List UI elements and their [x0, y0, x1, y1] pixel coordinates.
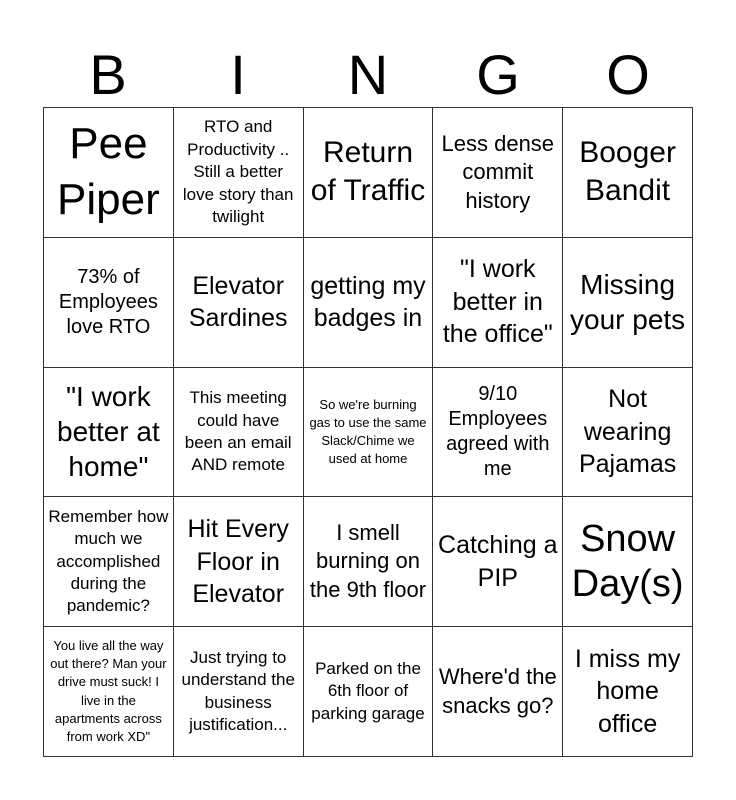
cell-text: Elevator Sardines — [188, 271, 288, 333]
bingo-cell[interactable] — [304, 368, 434, 498]
bingo-grid — [43, 107, 693, 757]
bingo-cell[interactable] — [304, 627, 434, 757]
bingo-cell[interactable] — [174, 627, 304, 757]
bingo-cell[interactable] — [433, 627, 563, 757]
header-letter-n: N — [347, 43, 389, 106]
bingo-cell[interactable] — [563, 108, 693, 238]
cell-text: I smell burning on the 9th floor — [309, 519, 427, 603]
bingo-cell[interactable] — [44, 238, 174, 368]
header-letter-o: O — [606, 43, 650, 106]
bingo-cell[interactable] — [44, 497, 174, 627]
cell-text: Hit Every Floor in Elevator — [187, 515, 289, 609]
cell-text: Missing your pets — [570, 269, 686, 336]
bingo-cell[interactable] — [304, 497, 434, 627]
bingo-cell[interactable] — [174, 108, 304, 238]
bingo-cell[interactable] — [433, 238, 563, 368]
bingo-cell[interactable] — [174, 497, 304, 627]
bingo-cell[interactable] — [433, 497, 563, 627]
cell-text: So we're burning gas to use the same Slack/Chime we used at home — [309, 396, 427, 467]
cell-text: RTO and Productivity .. Still a better love story than twilight — [182, 117, 294, 227]
cell-text: Return of Traffic — [310, 136, 426, 208]
header-letter-i: I — [230, 43, 246, 106]
cell-text: "I work better in the office" — [442, 255, 553, 349]
cell-text: Where'd the snacks go? — [438, 664, 557, 718]
bingo-cell[interactable] — [563, 238, 693, 368]
cell-text: Pee Piper — [57, 119, 160, 225]
bingo-cell[interactable] — [304, 238, 434, 368]
cell-text: Snow Day(s) — [571, 517, 684, 605]
bingo-cell[interactable] — [174, 238, 304, 368]
cell-text: Booger Bandit — [579, 136, 676, 208]
cell-text: Parked on the 6th floor of parking garage — [311, 658, 425, 723]
cell-text: This meeting could have been an email AND remote — [184, 388, 292, 475]
cell-text: Remember how much we accomplished during the pandemic? — [48, 506, 169, 616]
header-letter-b: B — [89, 43, 127, 106]
cell-text: getting my badges in — [310, 271, 426, 333]
cell-text: 73% of Employees love RTO — [58, 265, 158, 338]
cell-text: 9/10 Employees agreed with me — [446, 382, 550, 480]
cell-text: I miss my home office — [574, 644, 681, 738]
bingo-cell[interactable] — [174, 368, 304, 498]
bingo-cell[interactable] — [304, 108, 434, 238]
bingo-cell[interactable] — [563, 627, 693, 757]
cell-text: Just trying to understand the business justification... — [181, 647, 295, 735]
cell-text: Not wearing Pajamas — [578, 385, 677, 479]
bingo-cell[interactable] — [44, 108, 174, 238]
bingo-cell[interactable] — [44, 627, 174, 757]
bingo-cell[interactable] — [44, 368, 174, 498]
cell-text: "I work better at home" — [57, 381, 160, 483]
bingo-cell[interactable] — [563, 497, 693, 627]
bingo-header — [43, 44, 693, 106]
cell-text: Less dense commit history — [441, 130, 555, 213]
bingo-cell[interactable] — [433, 108, 563, 238]
cell-text: Catching a PIP — [438, 531, 558, 592]
cell-text: You live all the way out there? Man your drive must suck! I live in the apartments across from work XD" — [50, 638, 167, 744]
bingo-cell[interactable] — [563, 368, 693, 498]
bingo-cell[interactable] — [433, 368, 563, 498]
header-letter-g: G — [476, 43, 520, 106]
